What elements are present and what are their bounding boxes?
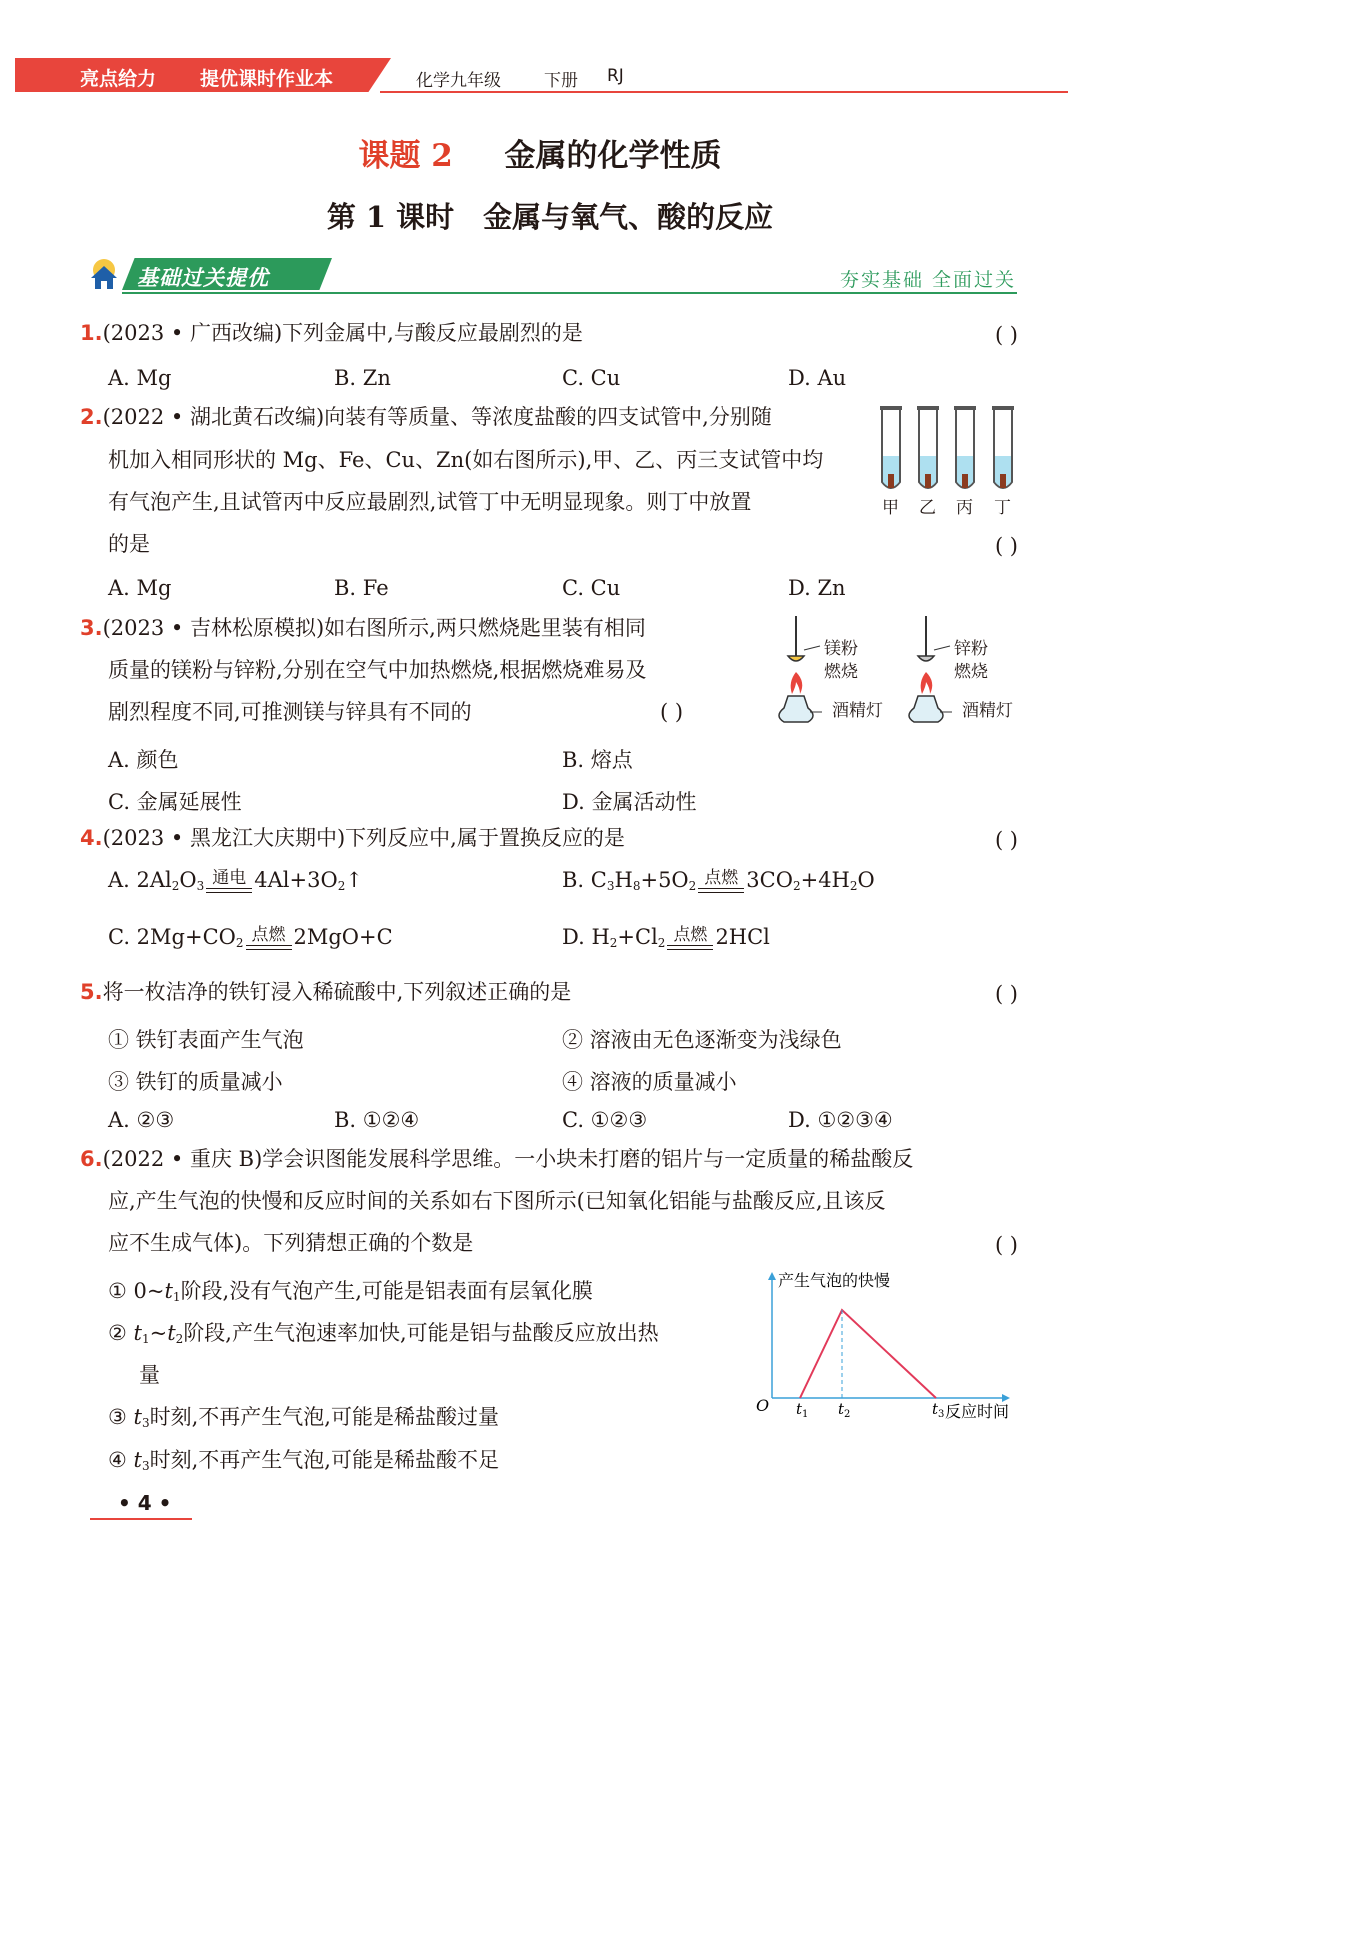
reaction-condition: 点燃 [704,868,739,888]
statement-2-continued: 量 [139,1363,160,1387]
answer-blank[interactable]: ( ) [994,828,1018,852]
test-tube [880,406,902,488]
brand-subtitle: 提优课时作业本 [200,68,334,90]
question-3 [80,618,646,639]
option-c[interactable]: C. $2Mg+CO_2$ 点燃 2MgO+C [108,925,393,950]
section-title: 基础过关提优 [137,266,269,290]
answer-blank[interactable]: ( ) [994,1233,1018,1257]
option-d[interactable]: D. ①②③④ [788,1108,893,1132]
header-rule [380,91,1068,93]
question-2 [80,407,772,428]
tube-label: 乙 [919,498,936,518]
option-b[interactable]: B. ①②④ [334,1108,420,1132]
option-d[interactable]: D. $H_2+Cl_2$ 点燃 2HCl [562,925,770,950]
option-b[interactable]: B. Zn [334,366,391,390]
test-tube [917,406,939,488]
statement-3: ③ 铁钉的质量减小 [108,1070,283,1094]
statement-3: ③ $t_3$时刻,不再产生气泡,可能是稀盐酸过量 [108,1405,499,1430]
statement-4: ④ $t_3$时刻,不再产生气泡,可能是稀盐酸不足 [108,1448,499,1473]
mg-powder-label: 镁粉 [824,639,858,659]
question-line: 有气泡产生,且试管丙中反应最剧烈,试管丁中无明显现象。则丁中放置 [108,490,752,514]
section-slogan: 夯实基础 全面过关 [839,269,1016,291]
y-axis-label: 产生气泡的快慢 [778,1271,891,1290]
option-c[interactable]: C. Cu [562,366,621,390]
question-line: (2022 • 重庆 B)学会识图能发展科学思维。一小块未打磨的铝片与一定质量的稀盐酸反 [102,1147,914,1171]
question-number: 4. [80,826,103,850]
question-line: 剧烈程度不同,可推测镁与锌具有不同的 [108,700,472,724]
answer-blank[interactable]: ( ) [994,534,1018,558]
section-rule [122,292,1017,294]
burning-setup-zn [909,616,952,722]
edition-label: RJ [607,66,624,86]
question-number: 1. [80,321,103,345]
statement-1: ① $0\sim t_1$阶段,没有气泡产生,可能是铝表面有层氧化膜 [108,1279,593,1304]
option-a[interactable]: A. ②③ [108,1108,175,1132]
option-c[interactable]: C. Cu [562,576,621,600]
question-stem: (2023 • 广西改编)下列金属中,与酸反应最剧烈的是 [102,321,583,345]
volume-label: 下册 [544,71,578,91]
tube-label: 丁 [994,498,1011,518]
option-c[interactable]: C. 金属延展性 [108,790,242,814]
question-number: 3. [80,616,103,640]
burn-label: 燃烧 [824,662,858,682]
question-5 [80,982,571,1003]
question-number: 6. [80,1147,103,1171]
x-axis-label: 反应时间 [945,1402,1010,1421]
option-b[interactable]: B. Fe [334,576,389,600]
question-stem: (2023 • 黑龙江大庆期中)下列反应中,属于置换反应的是 [102,826,625,850]
tick-label-t1: $t_1$ [796,1400,809,1420]
option-a[interactable]: A. $2Al_2O_3$ 通电 $4Al+3O_2↑$ [108,868,363,893]
test-tube [992,406,1014,488]
option-d[interactable]: D. 金属活动性 [562,790,697,814]
brand-title: 亮点给力 [80,68,157,90]
question-number: 2. [80,405,103,429]
question-line: (2022 • 湖北黄石改编)向装有等质量、等浓度盐酸的四支试管中,分别随 [102,405,772,429]
answer-blank[interactable]: ( ) [660,700,684,724]
question-line: 的是 [108,532,150,556]
option-d[interactable]: D. Au [788,366,847,390]
x-axis-arrow [1002,1394,1010,1402]
lesson-title: 第 1 课时 金属与氧气、酸的反应 [326,200,774,234]
question-1 [80,323,583,344]
statement-4: ④ 溶液的质量减小 [562,1070,737,1094]
rate-curve [800,1310,936,1398]
option-b[interactable]: B. 熔点 [562,748,633,772]
statement-2: ② 溶液由无色逐渐变为浅绿色 [562,1028,842,1052]
zn-powder-label: 锌粉 [954,639,988,659]
topic-title [0,130,1080,175]
footer-rule [90,1518,192,1520]
lamp-label: 酒精灯 [962,701,1013,721]
tick-label-t2: $t_2$ [838,1400,851,1420]
question-stem: 将一枚洁净的铁钉浸入稀硫酸中,下列叙述正确的是 [102,980,572,1004]
burning-setup-mg [779,616,822,722]
tube-label: 丙 [956,498,973,518]
option-a[interactable]: A. 颜色 [108,748,179,772]
answer-blank[interactable]: ( ) [994,982,1018,1006]
subject-label: 化学九年级 [416,71,501,91]
question-number: 5. [80,980,103,1004]
house-icon [86,256,122,292]
option-a[interactable]: A. Mg [108,366,172,390]
reaction-condition: 点燃 [251,925,286,945]
lamp-label: 酒精灯 [832,701,883,721]
answer-blank[interactable]: ( ) [994,323,1018,347]
burn-label: 燃烧 [954,662,988,682]
tick-label-t3: $t_3$ [932,1400,945,1420]
question-line: 机加入相同形状的 Mg、Fe、Cu、Zn(如右图所示),甲、乙、丙三支试管中均 [108,448,824,472]
y-axis-arrow [768,1272,776,1280]
reaction-rate-chart [752,1266,1027,1428]
topic-name: 金属的化学性质 [504,138,722,174]
question-line: 质量的镁粉与锌粉,分别在空气中加热燃烧,根据燃烧难易及 [108,658,647,682]
option-c[interactable]: C. ①②③ [562,1108,648,1132]
reaction-condition: 通电 [212,868,247,888]
question-line: 应不生成气体)。下列猜想正确的个数是 [108,1231,474,1255]
tube-label: 甲 [882,498,899,518]
question-line: (2023 • 吉林松原模拟)如右图所示,两只燃烧匙里装有相同 [102,616,646,640]
test-tube [954,406,976,488]
question-line: 应,产生气泡的快慢和反应时间的关系如右下图所示(已知氧化铝能与盐酸反应,且该反 [108,1189,886,1213]
topic-number: 课题 2 [358,138,453,174]
option-b[interactable]: B. $C_3H_8+5O_2$ 点燃 $3CO_2+4H_2O$ [562,868,875,893]
question-6 [80,1149,913,1170]
origin-label: O [756,1396,770,1415]
reaction-condition: 点燃 [673,925,708,945]
statement-2: ② $t_1\sim t_2$阶段,产生气泡速率加快,可能是铝与盐酸反应放出热 [108,1321,659,1346]
page-number: • 4 • [118,1491,172,1515]
option-d[interactable]: D. Zn [788,576,846,600]
option-a[interactable]: A. Mg [108,576,172,600]
question-4 [80,828,625,849]
statement-1: ① 铁钉表面产生气泡 [108,1028,304,1052]
